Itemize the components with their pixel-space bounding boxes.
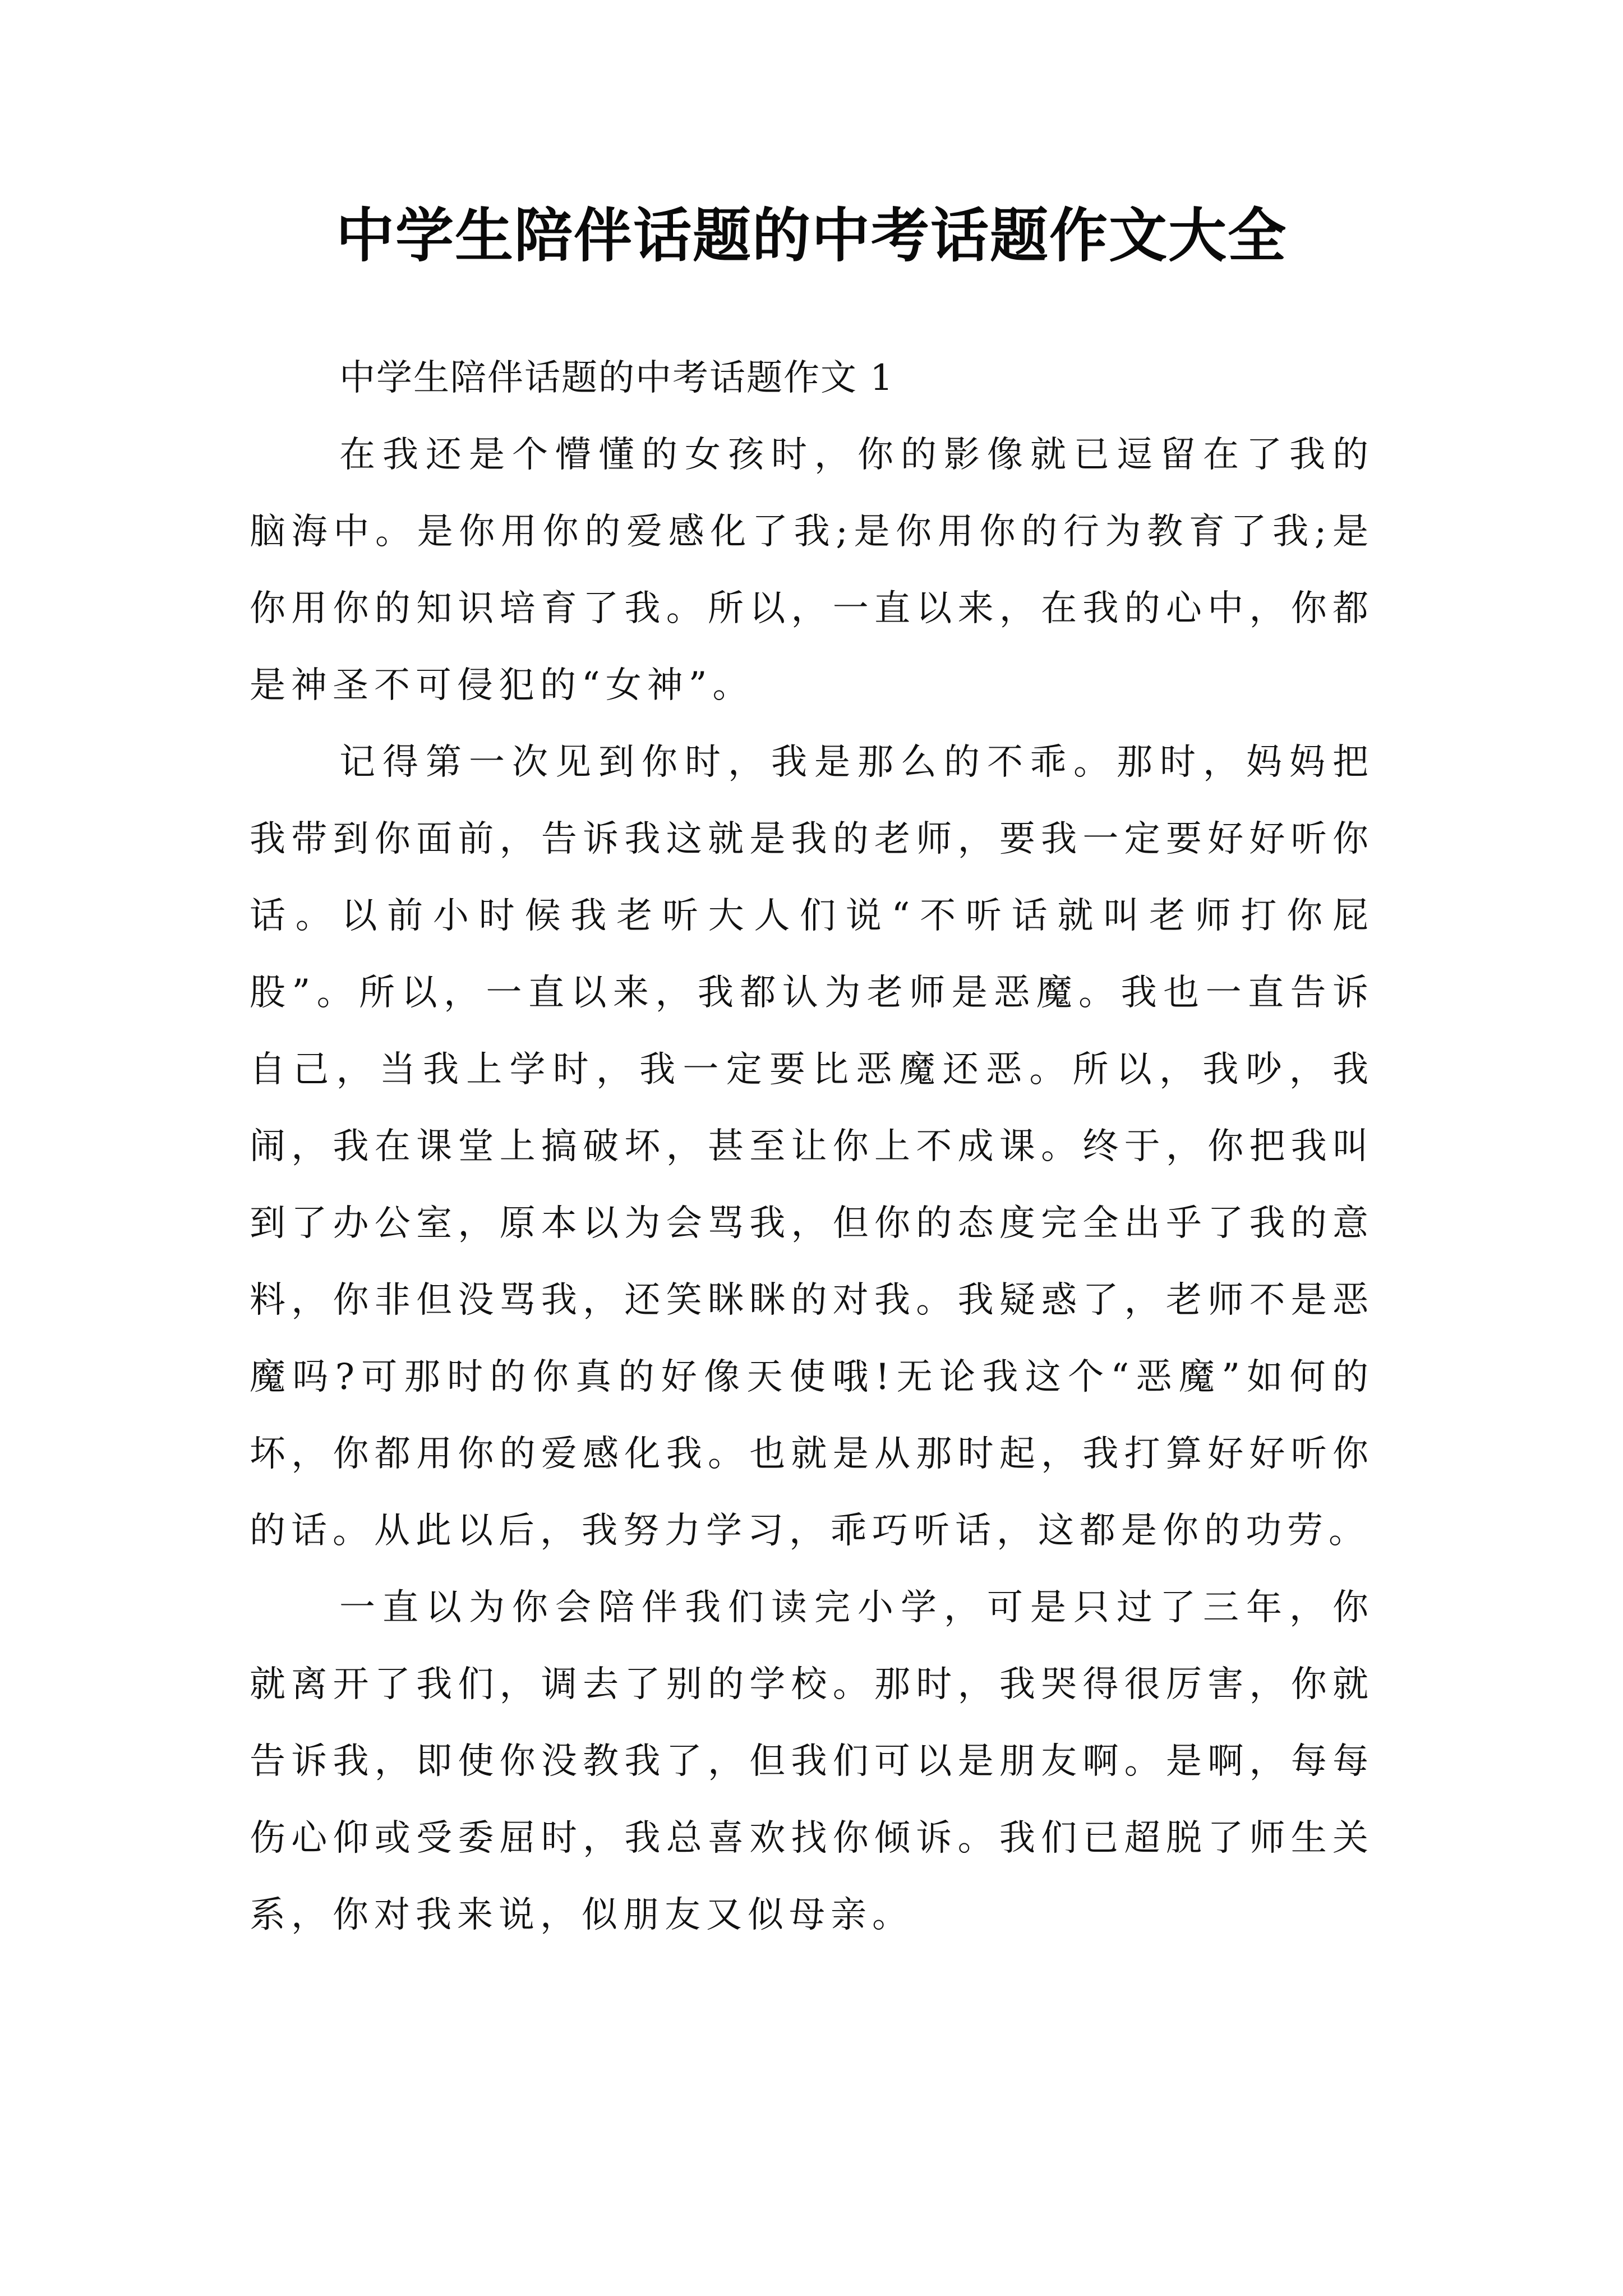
document-body [250, 340, 1374, 1954]
paragraph-1: 在我还是个懵懂的女孩时，你的影像就已逗留在了我的脑海中。是你用你的爱感化了我;是你用你的行为教育了我;是你用你的知识培育了我。所以，一直以来，在我的心中，你都是神圣不可侵犯的“女神”。 [250, 434, 1374, 706]
essay-subtitle: 中学生陪伴话题的中考话题作文 1 [339, 357, 895, 399]
paragraph-2: 记得第一次见到你时，我是那么的不乖。那时，妈妈把我带到你面前，告诉我这就是我的老师，要我一定要好好听你话。以前小时候我老听大人们说“不听话就叫老师打你屁股”。所以，一直以来，我都认为老师是恶魔。我也一直告诉自己，当我上学时，我一定要比恶魔还恶。所以，我吵，我闹，我在课堂上搞破坏，甚至让你上不成课。终于，你把我叫到了办公室，原本以为会骂我，但你的态度完全出乎了我的意料，你非但没骂我，还笑眯眯的对我。我疑惑了，老师不是恶魔吗?可那时的你真的好像天使哦!无论我这个“恶魔”如何的坏，你都用你的爱感化我。也就是从那时起，我打算好好听你的话。从此以后，我努力学习，乖巧听话，这都是你的功劳。 [250, 742, 1374, 1552]
document-title: 中学生陪伴话题的中考话题作文大全 [335, 201, 1287, 270]
paragraph-3: 一直以为你会陪伴我们读完小学，可是只过了三年，你就离开了我们，调去了别的学校。那时，我哭得很厉害，你就告诉我，即使你没教我了，但我们可以是朋友啊。是啊，每每伤心仰或受委屈时，我总喜欢找你倾诉。我们已超脱了师生关系，你对我来说，似朋友又似母亲。 [250, 1587, 1374, 1936]
